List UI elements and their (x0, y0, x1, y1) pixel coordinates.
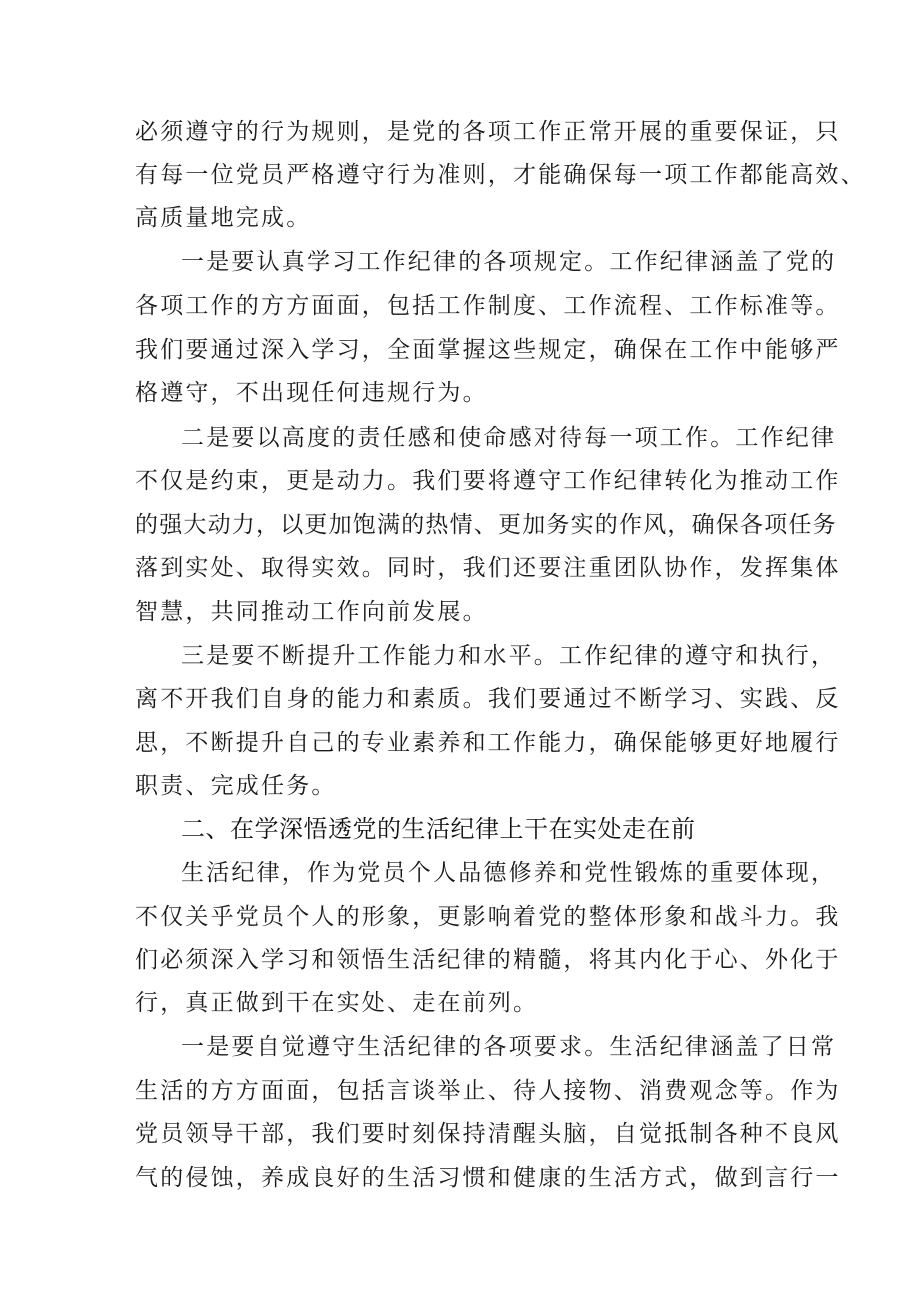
text-line: 思，不断提升自己的专业素养和工作能力，确保能够更好地履行 (135, 730, 841, 756)
text-line: 党员领导干部，我们要时刻保持清醒头脑，自觉抵制各种不良风 (135, 1121, 841, 1147)
text-line: 离不开我们自身的能力和素质。我们要通过不断学习、实践、反 (135, 686, 841, 712)
text-line: 必须遵守的行为规则，是党的各项工作正常开展的重要保证，只 (135, 119, 841, 145)
text-line: 一是要认真学习工作纪律的各项规定。工作纪律涵盖了党的 (181, 249, 837, 275)
text-line: 格遵守，不出现任何违规行为。 (135, 380, 488, 406)
text-line: 不仅关乎党员个人的形象，更影响着党的整体形象和战斗力。我 (135, 904, 841, 930)
text-line: 行，真正做到干在实处、走在前列。 (135, 990, 539, 1016)
text-line: 各项工作的方方面面，包括工作制度、工作流程、工作标准等。 (135, 293, 841, 319)
text-line: 不仅是约束，更是动力。我们要将遵守工作纪律转化为推动工作 (135, 468, 841, 494)
text-line: 我们要通过深入学习，全面掌握这些规定，确保在工作中能够严 (135, 337, 841, 363)
text-line: 的强大动力，以更加饱满的热情、更加务实的作风，确保各项任务 (135, 512, 837, 538)
text-line: 三是要不断提升工作能力和水平。工作纪律的遵守和执行， (181, 643, 837, 669)
section-heading: 二、在学深悟透党的生活纪律上干在实处走在前 (181, 815, 696, 843)
text-line: 气的侵蚀，养成良好的生活习惯和健康的生活方式，做到言行一 (135, 1165, 841, 1191)
text-line: 一是要自觉遵守生活纪律的各项要求。生活纪律涵盖了日常 (181, 1034, 837, 1060)
text-line: 高质量地完成。 (135, 205, 312, 231)
text-line: 智慧，共同推动工作向前发展。 (135, 599, 488, 625)
text-line: 们必须深入学习和领悟生活纪律的精髓，将其内化于心、外化于 (135, 947, 841, 973)
text-line: 落到实处、取得实效。同时，我们还要注重团队协作，发挥集体 (135, 555, 841, 581)
text-line: 职责、完成任务。 (135, 773, 337, 799)
text-line: 有每一位党员严格遵守行为准则，才能确保每一项工作都能高效、 (135, 162, 866, 188)
text-line: 生活纪律，作为党员个人品德修养和党性锻炼的重要体现， (181, 860, 837, 886)
text-line: 二是要以高度的责任感和使命感对待每一项工作。工作纪律 (181, 425, 837, 451)
text-line: 生活的方方面面，包括言谈举止、待人接物、消费观念等。作为 (135, 1078, 841, 1104)
